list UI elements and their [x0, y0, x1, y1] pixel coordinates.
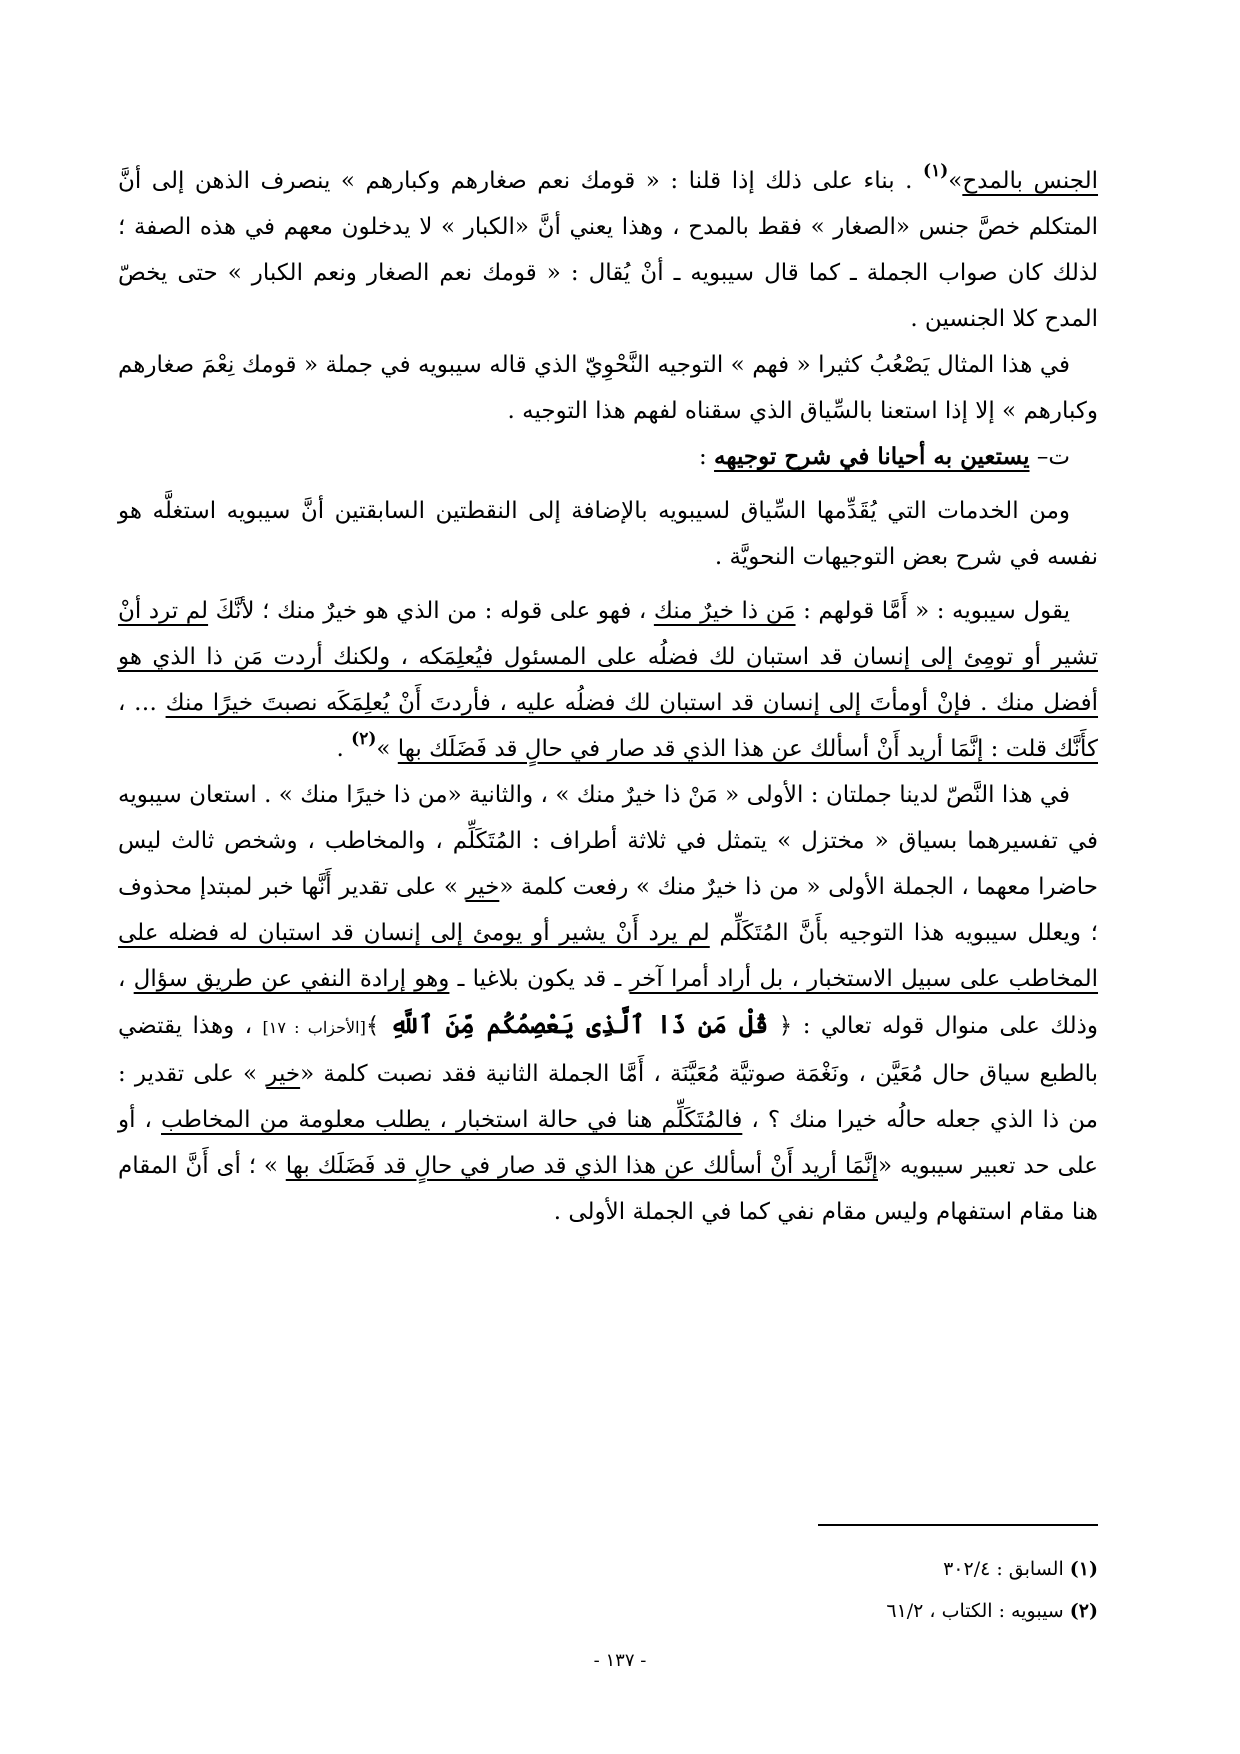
underlined-phrase: خير [266, 1061, 301, 1087]
footnote-ref-1[interactable]: (١) [923, 161, 949, 181]
footnote-divider [818, 1524, 1098, 1526]
quran-verse: قُلْ مَن ذَا ٱلَّذِى يَعْصِمُكُم مِّنَ ٱللَّهِ [389, 1010, 769, 1039]
footnote-number: (١) [1069, 1558, 1098, 1580]
body-text [118, 158, 1098, 1235]
footnote-2: (٢) سيبويه : الكتاب ، ٦١/٢ [886, 1600, 1098, 1622]
paragraph-5: في هذا النَّصّ لدينا جملتان : الأولى « مَنْ ذا خيرٌ منك » ، والثانية «من ذا خيرًا منك » . استعان سيبويه في تفسيرهما بسياق « مختزل » يتمثل في ثلاثة أطراف : المُتَكَلِّم ، والمخاطب ، وشخص ثالث ليس حاضرا معهما ، الجملة الأولى « من ذا خيرٌ منك » رفعت كلمة «خير » على تقدير أَنَّها خبر لمبتدإ محذوف ؛ ويعلل سيبويه هذا التوجيه بأَنَّ المُتَكَلِّم لم يرد أَنْ يشير أو يومئ إلى إنسان قد استبان له فضله على المخاطب على سبيل الاستخبار ، بل أراد أمرا آخر ـ قد يكون بلاغيا ـ وهو إرادة النفي عن طريق سؤال ، وذلك على منوال قوله تعالي : ﴿ قُلْ مَن ذَا ٱلَّذِى يَعْصِمُكُم مِّنَ ٱللَّهِ ﴾[الأحزاب : ١٧] ، وهذا يقتضي بالطبع سياق حال مُعَيَّن ، ونَغْمَة صوتيَّة مُعَيَّنَة ، أَمَّا الجملة الثانية فقد نصبت كلمة «خير » على تقدير : من ذا الذي جعله حالُه خيرا منك ؟ ، فالمُتَكَلِّم هنا في حالة استخبار ، يطلب معلومة من المخاطب ، أو على حد تعبير سيبويه «إنَّمَا أريد أَنْ أسألك عن هذا الذي قد صار في حالٍ قد فَضَلَك بها » ؛ أى أَنَّ المقام هنا مقام استفهام وليس مقام نفي كما في الجملة الأولى . [118, 782, 1099, 1225]
footnote-ref-2[interactable]: (٢) [351, 729, 377, 749]
paragraph-2: في هذا المثال يَصْعُبُ كثيرا « فهم » التوجيه النَّحْوِيّ الذي قاله سيبويه في جملة « قومك نِعْمَ صغارهم وكبارهم » إلا إذا استعنا بالسِّياق الذي سقناه لفهم هذا التوجيه . [118, 352, 1098, 424]
underlined-phrase: لم يرد أَنْ يشير أو يومئ إلى إنسان قد استبان له فضله على المخاطب على سبيل الاستخبار ، بل أراد أمرا آخر [118, 920, 1099, 992]
underlined-phrase: فالمُتَكَلِّم هنا في حالة استخبار ، يطلب معلومة من المخاطب [161, 1107, 743, 1133]
paragraph-1: الجنس بالمدح»$^{(١)}$ . بناء على ذلك إذا قلنا : « قومك نعم صغارهم وكبارهم » ينصرف الذهن إلى أنَّ المتكلم خصَّ جنس «الصغار » فقط بالمدح ، وهذا يعني أنَّ «الكبار » لا يدخلون معهم في هذه الصفة ؛ لذلك كان صواب الجملة ـ كما قال سيبويه ـ أنْ يُقال : « قومك نعم الصغار ونعم الكبار » حتى يخصّ المدح كلا الجنسين . [118, 161, 1099, 332]
footnotes [118, 1548, 1098, 1632]
underlined-phrase: الجنس بالمدح [962, 168, 1099, 194]
section-heading-title: يستعين به أحيانا في شرح توجيهه [714, 443, 1030, 470]
underlined-phrase: وهو إرادة النفي عن طريق سؤال [133, 966, 450, 992]
paragraph-3: ومن الخدمات التي يُقَدِّمها السِّياق لسيبويه بالإضافة إلى النقطتين السابقتين أنَّ سيبويه استغلَّه هو نفسه في شرح بعض التوجيهات النحويَّة . [118, 498, 1098, 570]
underlined-phrase: كأَنَّك قلت : إنَّمَا أريد أَنْ أسألك عن هذا الذي قد صار في حالٍ قد فَضَلَك بها [397, 736, 1098, 762]
page-number: - ١٣٧ - [593, 1650, 647, 1671]
paragraph-4-quote: يقول سيبويه : « أَمَّا قولهم : مَن ذا خيرٌ منك ، فهو على قوله : من الذي هو خيرٌ منك ؛ لأنَّكَ لم ترد أنْ تشير أو تومِئ إلى إنسان قد استبان لك فضلُه على المسئول فيُعلِمَكه ، ولكنك أردت مَن ذا الذي هو أفضل منك . فإنْ أومأتَ إلى إنسان قد استبان لك فضلُه عليه ، فأردتَ أَنْ يُعلِمَكَه نصبتَ خيرًا منك … ، كأَنَّك قلت : إنَّمَا أريد أَنْ أسألك عن هذا الذي قد صار في حالٍ قد فَضَلَك بها »$^{(٢)}$ . [118, 598, 1099, 762]
underlined-phrase: لم ترد أنْ تشير أو تومِئ إلى إنسان قد استبان لك فضلُه على المسئول فيُعلِمَكه ، ولكنك أردت مَن ذا الذي هو أفضل منك . فإنْ أومأتَ إلى إنسان قد استبان لك فضلُه عليه ، فأردتَ أَنْ يُعلِمَكَه نصبتَ خيرًا منك [118, 598, 1099, 716]
section-heading: ت– يستعين به أحيانا في شرح توجيهه : [698, 443, 1070, 470]
footnote-number: (٢) [1069, 1600, 1098, 1622]
underlined-phrase: خير [465, 874, 500, 900]
verse-citation: [الأحزاب : ١٧] [262, 1018, 366, 1037]
footnote-1: (١) السابق : ٣٠٢/٤ [943, 1558, 1098, 1580]
underlined-phrase: مَن ذا خيرٌ منك [653, 598, 796, 624]
underlined-phrase: إنَّمَا أريد أَنْ أسألك عن هذا الذي قد صار في حالٍ قد فَضَلَك بها [285, 1153, 878, 1179]
